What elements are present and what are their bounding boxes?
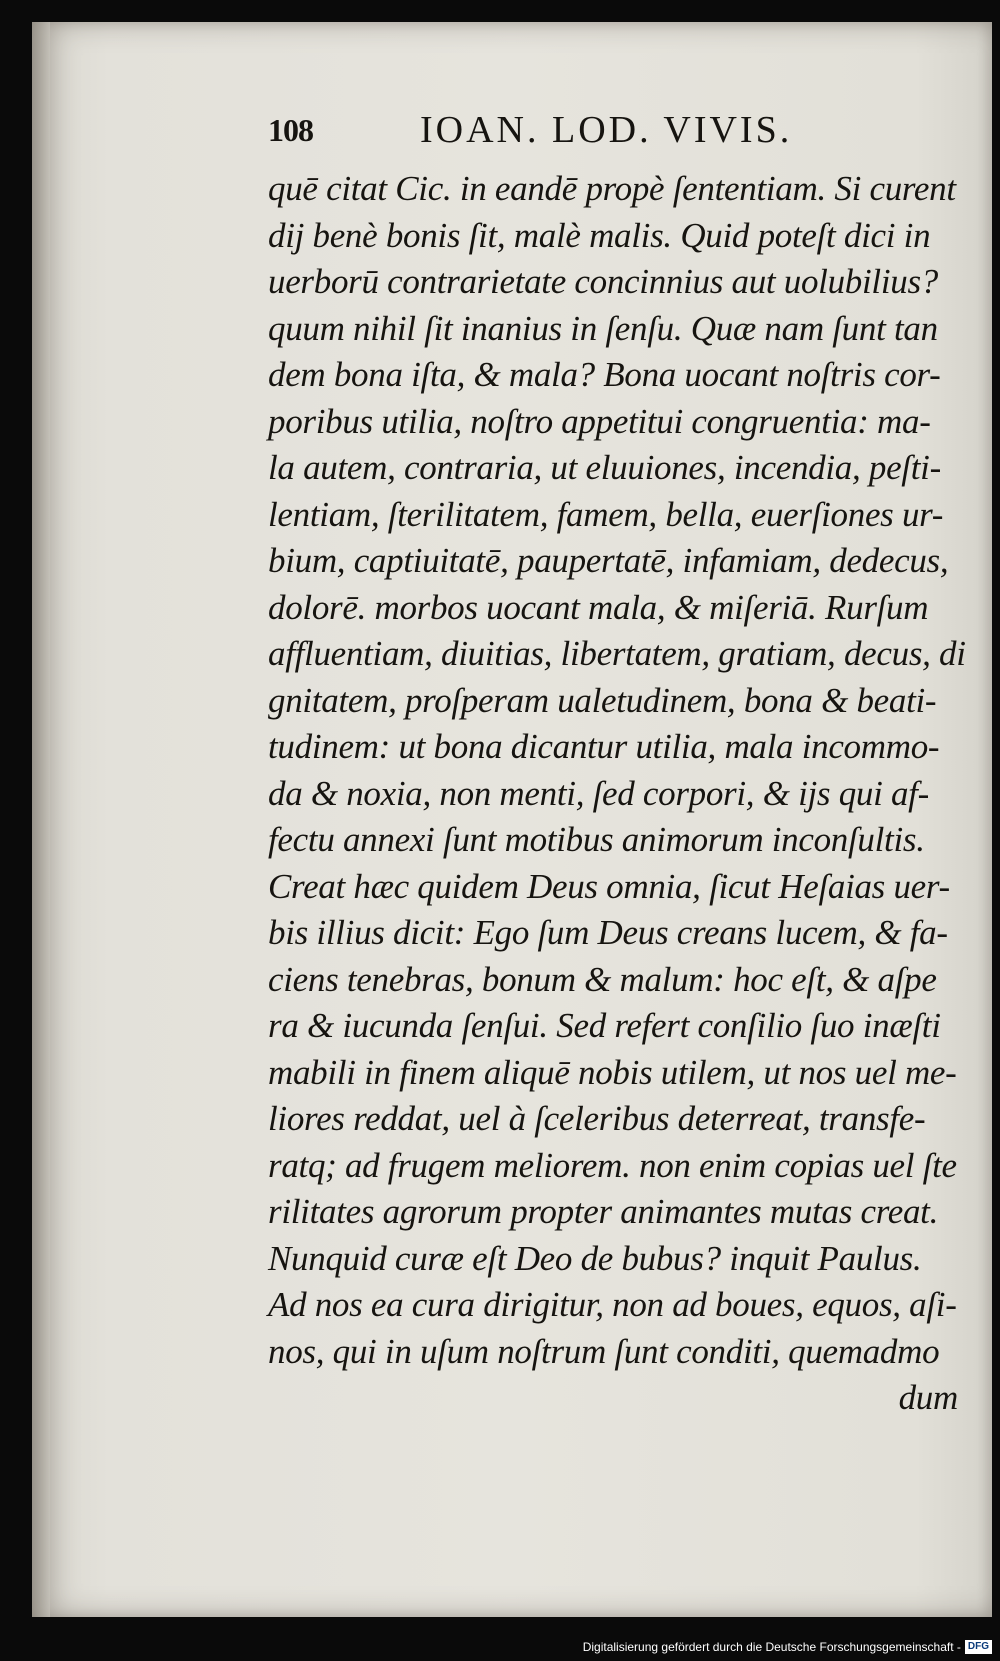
text-line: dolorē. morbos uocant mala, & miſeriā. Rurſum [268, 587, 929, 627]
gutter-shadow [32, 22, 50, 1617]
body-text [268, 166, 968, 1422]
text-line: rilitates agrorum propter animantes mutas creat. [268, 1192, 939, 1231]
page-number: 108 [268, 112, 313, 148]
text-line: ratq; ad frugem meliorem. non enim copias uel ſte [268, 1145, 957, 1185]
text-line: Nunquid curæ eſt Deo de bubus? inquit Paulus. [268, 1238, 922, 1278]
digitization-footer [583, 1637, 992, 1657]
dfg-logo-icon: DFG [965, 1640, 992, 1654]
text-line: poribus utilia, noſtro appetitui congruentia: ma- [268, 401, 931, 441]
text-line: dem bona iſta, & mala? Bona uocant noſtris cor- [268, 355, 941, 394]
text-line: dij benè bonis ſit, malè malis. Quid poteſt dici in [268, 215, 931, 255]
page-header [268, 108, 828, 156]
text-line: quum nihil ſit inanius in ſenſu. Quæ nam ſunt tan [268, 308, 938, 348]
funding-credit: Digitalisierung gefördert durch die Deutsche Forschungsgemeinschaft - [582, 1640, 961, 1654]
catchword: dum [898, 1378, 958, 1417]
text-line: da & noxia, non menti, ſed corpori, & ijs qui af- [268, 773, 929, 813]
text-line: nos, qui in uſum noſtrum ſunt conditi, quemadmo [268, 1331, 940, 1371]
text-line: Ad nos ea cura dirigitur, non ad boues, equos, aſi- [268, 1285, 957, 1324]
text-line: affluentiam, diuitias, libertatem, gratiam, decus, di [268, 634, 966, 673]
running-head: IOAN. LOD. VIVIS. [420, 109, 793, 151]
text-line: liores reddat, uel à ſceleribus deterreat, transfe- [268, 1099, 926, 1138]
text-line: bis illius dicit: Ego ſum Deus creans lucem, & fa- [268, 913, 948, 952]
text-line: la autem, contraria, ut eluuiones, incendia, peſti- [268, 448, 941, 487]
text-line: lentiam, ſterilitatem, famem, bella, euerſiones ur- [268, 494, 944, 534]
text-line: Creat hæc quidem Deus omnia, ſicut Heſaias uer- [268, 866, 950, 906]
text-line: ra & iucunda ſenſui. Sed refert conſilio ſuo inæſti [268, 1006, 941, 1045]
text-line: uerborū contrarietate concinnius aut uolubilius? [268, 262, 938, 301]
text-line: bium, captiuitatē, paupertatē, infamiam, dedecus, [268, 541, 949, 580]
text-line: mabili in finem aliquē nobis utilem, ut nos uel me- [268, 1052, 957, 1092]
text-line: quē citat Cic. in eandē propè ſententiam. Si curent [268, 169, 956, 208]
text-line: tudinem: ut bona dicantur utilia, mala incommo- [268, 727, 940, 766]
text-line: fectu annexi ſunt motibus animorum inconſultis. [268, 820, 925, 859]
text-line: gnitatem, proſperam ualetudinem, bona & beati- [268, 680, 937, 720]
text-line: ciens tenebras, bonum & malum: hoc eſt, & aſpe [268, 959, 937, 999]
